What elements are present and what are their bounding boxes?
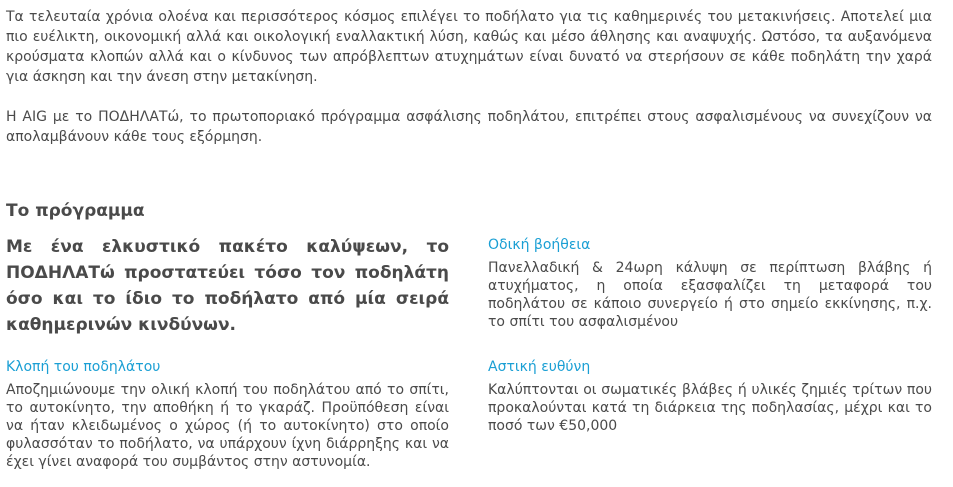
- coverage-road-assistance: [488, 236, 932, 331]
- program-title: Το πρόγραμμα: [6, 201, 145, 221]
- coverage-road-assistance-title: Οδική βοήθεια: [488, 237, 591, 253]
- program-lead: Με ένα ελκυστικό πακέτο καλύψεων, το ΠΟΔΗΛΑΤώ προστατεύει τόσο τον ποδηλάτη όσο και το ίδιο το ποδήλατο από μία σειρά καθημερινών κινδύνων.: [6, 237, 449, 335]
- coverage-theft-text: Αποζημιώνουμε την ολική κλοπή του ποδηλάτου από το σπίτι, το αυτοκίνητο, την αποθήκη ή το γκαράζ. Προϋπόθεση είναι να ήταν κλειδωμένος ο χώρος (ή το αυτοκίνητο) στο οποίο φυλασσόταν το ποδήλατο, να υπάρχουν ίχνη διάρρηξης και να έχει γίνει αναφορά του συμβάντος στην αστυνομία.: [6, 382, 449, 470]
- intro-paragraph-2: Η AIG με το ΠΟΔΗΛΑΤώ, το πρωτοποριακό πρόγραμμα ασφάλισης ποδηλάτου, επιτρέπει στους ασφαλισμένους να συνεχίζουν να απολαμβάνουν κάθε τους εξόρμηση.: [6, 109, 932, 145]
- coverage-road-assistance-text: Πανελλαδική & 24ωρη κάλυψη σε περίπτωση βλάβης ή ατυχήματος, η οποία εξασφαλίζει τη μεταφορά του ποδηλάτου σε κάποιο συνεργείο ή στο σημείο εκκίνησης, π.χ. το σπίτι του ασφαλισμένου: [488, 260, 932, 330]
- intro-paragraph-1: Τα τελευταία χρόνια ολοένα και περισσότερος κόσμος επιλέγει το ποδήλατο για τις καθημερινές του μετακινήσεις. Αποτελεί μια πιο ευέλικτη, οικονομική αλλά και οικολογική εναλλακτική λύση, καθώς και μέσο άθλησης και αναψυχής. Ωστόσο, τα αυξανόμενα κρούσματα κλοπών αλλά και ο κίνδυνος των απρόβλεπτων ατυχημάτων είναι δυνατό να στερήσουν σε κάθε ποδηλάτη την χαρά για άσκηση και την άνεση στην μετακίνηση.: [6, 9, 932, 85]
- coverage-civil-liability: [488, 358, 932, 435]
- intro-section: [6, 7, 932, 147]
- coverage-theft-title: Κλοπή του ποδηλάτου: [6, 359, 161, 375]
- coverage-civil-liability-text: Καλύπτονται οι σωματικές βλάβες ή υλικές ζημιές τρίτων που προκαλούνται κατά τη διάρκεια της ποδηλασίας, μέχρι και το ποσό των €50,000: [488, 382, 932, 434]
- coverage-civil-liability-title: Αστική ευθύνη: [488, 359, 591, 375]
- coverage-theft: [6, 358, 449, 471]
